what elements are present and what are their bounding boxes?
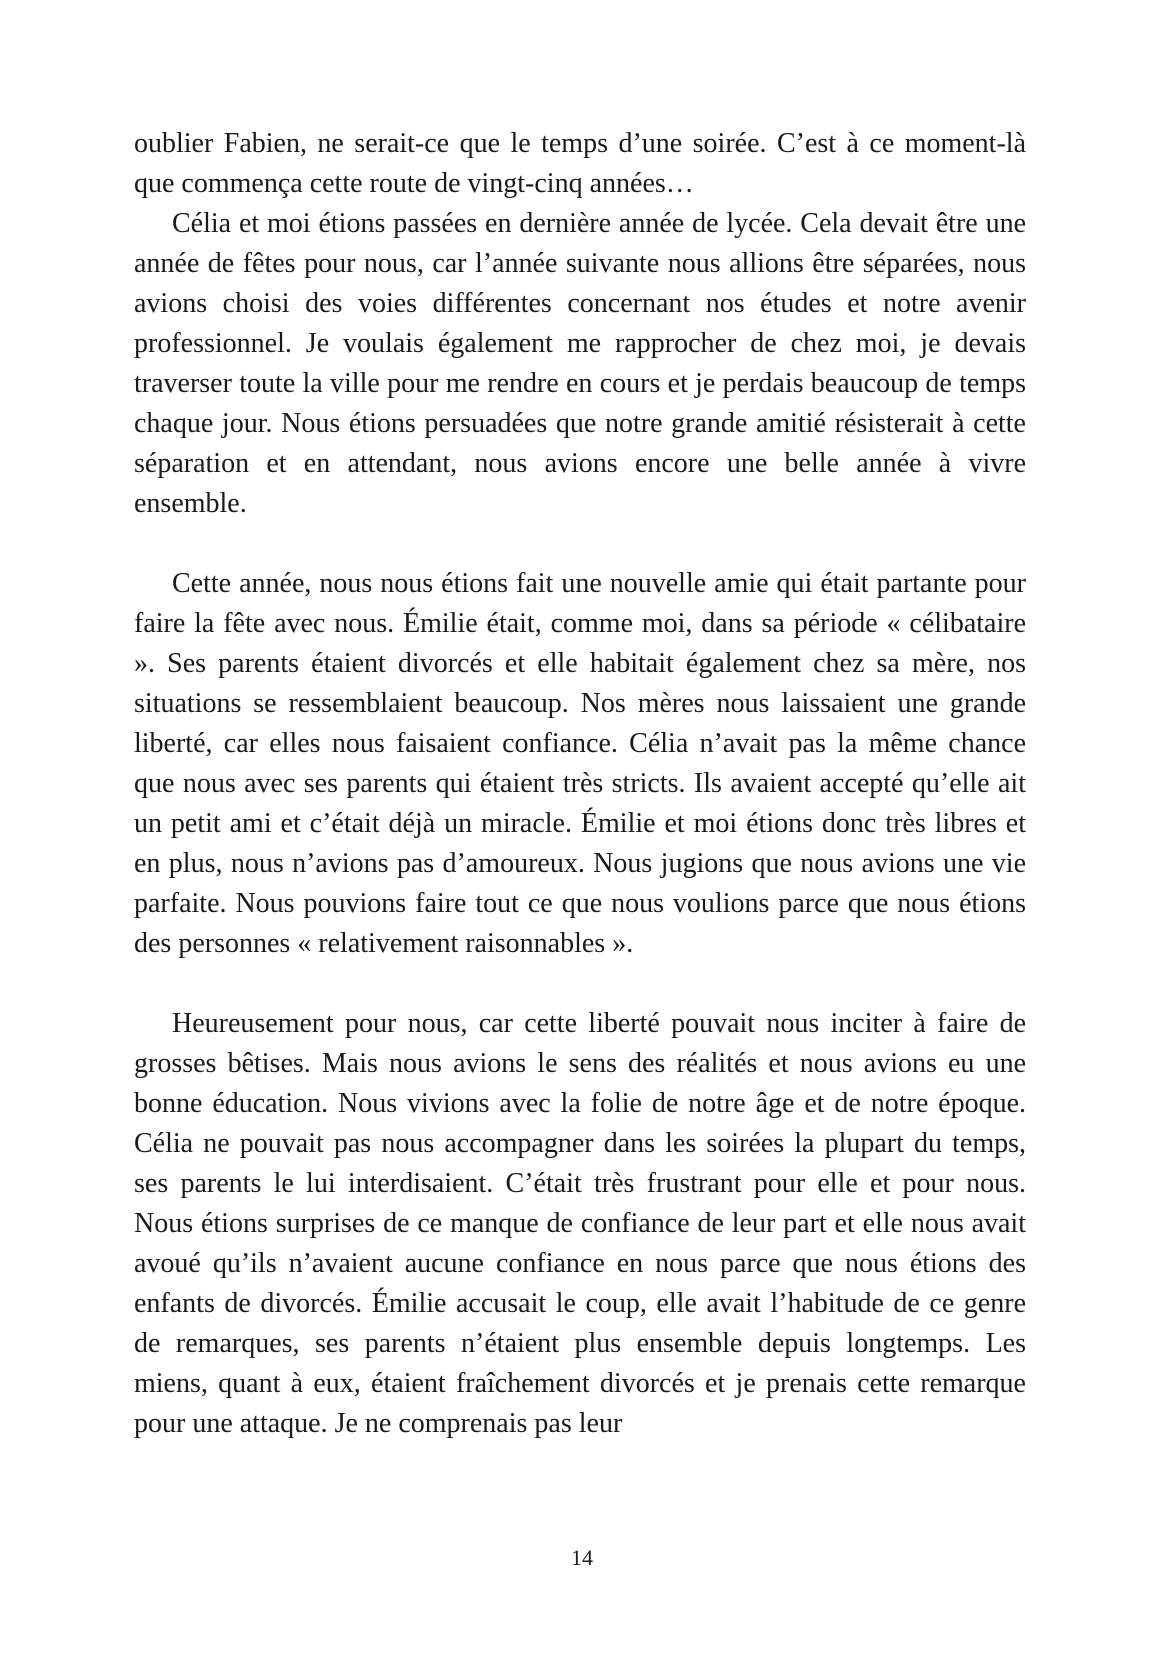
paragraph-liberte: Heureusement pour nous, car cette liberté pouvait nous inciter à faire de grosses bêtises. Mais nous avions le sens des réalités et nous avions eu une bonne éducation. Nous vivions avec la folie de notre âge et de notre époque. Célia ne pouvait pas nous accompagner dans les soirées la plupart du temps, ses parents le lui interdisaient. C’était très frustrant pour elle et pour nous. Nous étions surprises de ce manque de confiance de leur part et elle nous avait avoué qu’ils n’avaient aucune confiance en nous parce que nous étions des enfants de divorcés. Émilie accusait le coup, elle avait l’habitude de ce genre de remarques, ses parents n’étaient plus ensemble depuis longtemps. Les miens, quant à eux, étaient fraîchement divorcés et je prenais cette remarque pour une attaque. Je ne comprenais pas leur <box>134 1008 1026 1439</box>
page-number: 14 <box>571 1545 593 1570</box>
paragraph-lycee: Célia et moi étions passées en dernière année de lycée. Cela devait être une année de fêtes pour nous, car l’année suivante nous allions être séparées, nous avions choisi des voies différentes concernant nos études et notre avenir professionnel. Je voulais également me rapprocher de chez moi, je devais traverser toute la ville pour me rendre en cours et je perdais beaucoup de temps chaque jour. Nous étions persuadées que notre grande amitié résisterait à cette séparation et en attendant, nous avions encore une belle année à vivre ensemble. <box>134 208 1026 519</box>
paragraph-continuation: oublier Fabien, ne serait-ce que le temps d’une soirée. C’est à ce moment-là que commença cette route de vingt-cinq années… <box>134 128 1026 199</box>
paragraph-emilie: Cette année, nous nous étions fait une nouvelle amie qui était partante pour faire la fête avec nous. Émilie était, comme moi, dans sa période « célibataire ». Ses parents étaient divorcés et elle habitait également chez sa mère, nos situations se ressemblaient beaucoup. Nos mères nous laissaient une grande liberté, car elles nous faisaient confiance. Célia n’avait pas la même chance que nous avec ses parents qui étaient très stricts. Ils avaient accepté qu’elle ait un petit ami et c’était déjà un miracle. Émilie et moi étions donc très libres et en plus, nous n’avions pas d’amoureux. Nous jugions que nous avions une vie parfaite. Nous pouvions faire tout ce que nous voulions parce que nous étions des personnes « relativement raisonnables ». <box>134 568 1026 959</box>
body-text <box>134 124 1026 1444</box>
